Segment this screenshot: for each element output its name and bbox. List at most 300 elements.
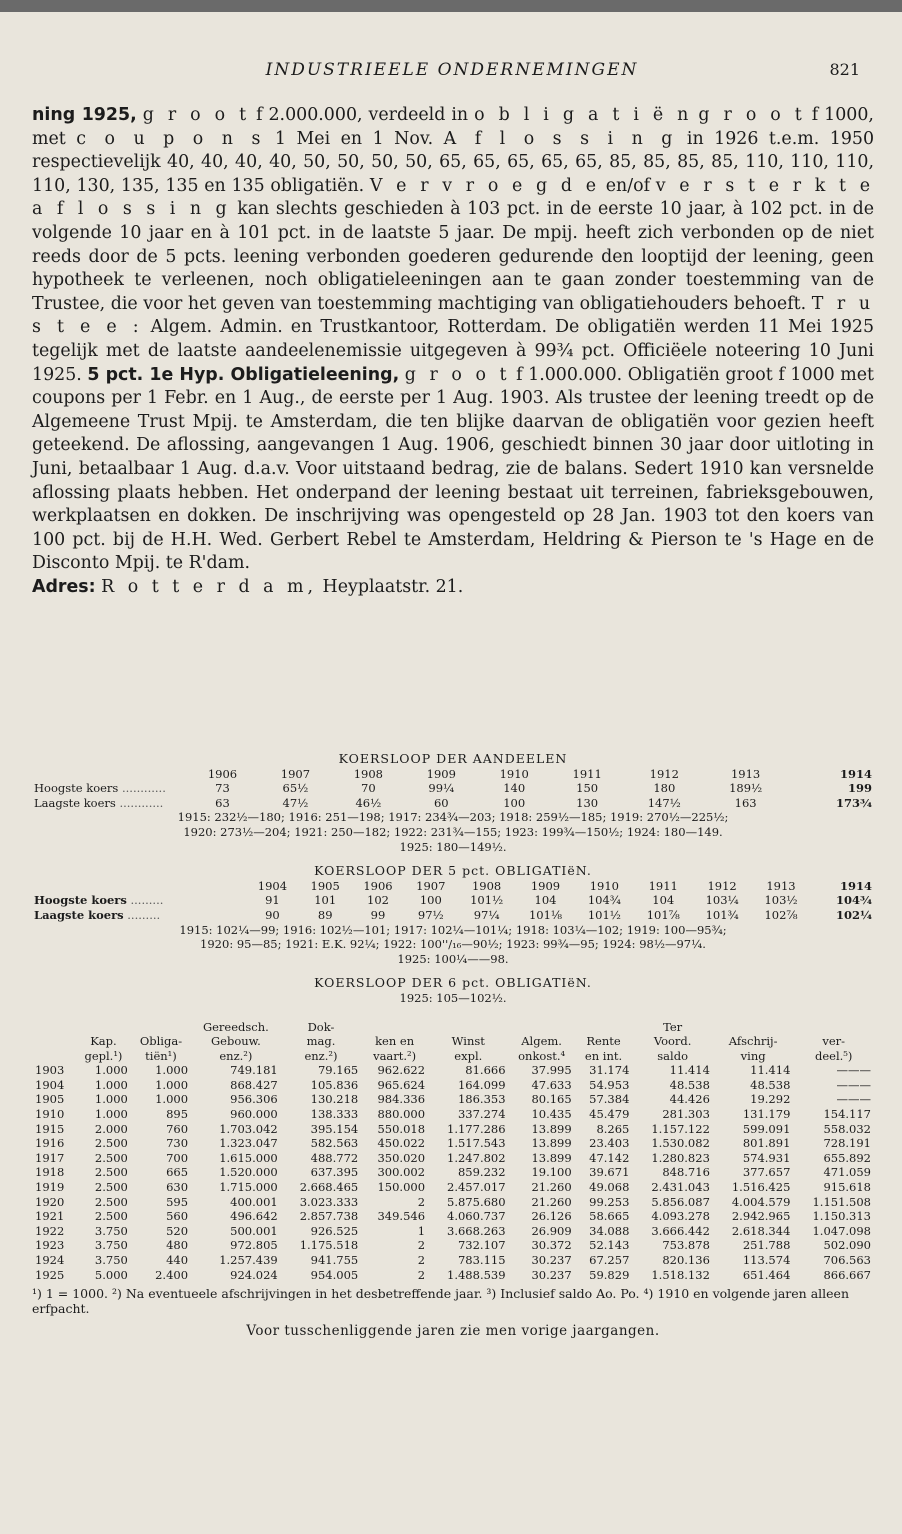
row-label-high: Hoogste koers xyxy=(34,893,127,908)
header-cell: Ter xyxy=(663,1019,683,1034)
value-cell: 550.018 xyxy=(377,1121,426,1136)
value-cell: 655.892 xyxy=(823,1150,871,1165)
value-cell: 102⅞ xyxy=(764,907,798,922)
value-cell: 164.099 xyxy=(457,1077,506,1092)
value-cell: 984.336 xyxy=(377,1092,426,1107)
value-cell: 70 xyxy=(361,781,376,796)
running-title: INDUSTRIEELE ONDERNEMINGEN xyxy=(265,60,639,80)
table-row xyxy=(32,1209,874,1224)
value-cell: 186.353 xyxy=(457,1092,506,1107)
table-row xyxy=(32,1224,874,1239)
value-cell: 80.165 xyxy=(531,1092,572,1107)
value-cell: 1.615.000 xyxy=(219,1150,278,1165)
value-cell: 1.323.047 xyxy=(219,1136,278,1151)
value-cell: 956.306 xyxy=(230,1092,278,1107)
year-cell: 1924 xyxy=(35,1253,65,1267)
header-cell: Gebouw. xyxy=(210,1034,261,1049)
running-header xyxy=(32,60,872,90)
value-cell: 48.538 xyxy=(750,1077,791,1092)
header-cell: tiën¹) xyxy=(145,1048,177,1063)
value-cell: 1.000 xyxy=(155,1063,189,1078)
value-cell: 81.666 xyxy=(465,1063,506,1078)
header-cell: en int. xyxy=(584,1048,623,1063)
year-cell: 1914 xyxy=(839,878,872,893)
year-cell: 1905 xyxy=(310,878,340,893)
year-cell: 1911 xyxy=(648,878,678,893)
value-cell: 101⅛ xyxy=(528,907,563,922)
value-cell: 1.516.425 xyxy=(731,1180,791,1195)
value-cell: 2.500 xyxy=(94,1194,128,1209)
value-cell: 21.260 xyxy=(531,1180,572,1195)
header-cell: saldo xyxy=(657,1048,688,1063)
value-cell: 101⅞ xyxy=(646,907,680,922)
value-cell: 651.464 xyxy=(742,1267,791,1282)
header-cell xyxy=(509,1020,575,1035)
value-cell: 1.000 xyxy=(94,1077,128,1092)
value-cell: 350.020 xyxy=(377,1150,426,1165)
value-cell: 2.500 xyxy=(94,1180,128,1195)
value-cell: 30.237 xyxy=(531,1267,572,1282)
history-line: 1920: 95—85; 1921: E.K. 92¼; 1922: 100''/₁₆—90½; 1923: 99¾—95; 1924: 98½—97¼. xyxy=(200,937,706,952)
value-cell: 34.088 xyxy=(589,1223,630,1238)
value-cell: 45.479 xyxy=(589,1107,630,1122)
footnote: ¹) 1 = 1000. ²) Na eventueele afschrijvingen in het desbetreffende jaar. ³) Inclusief saldo Ao. Po. ⁴) 1910 en volgende jaren alleen erfpacht. xyxy=(32,1286,849,1317)
text-en-of: en/of xyxy=(605,175,651,196)
value-cell: 783.115 xyxy=(457,1253,506,1267)
header-cell: Gereedsch. xyxy=(202,1019,269,1034)
value-cell: 89 xyxy=(317,907,333,922)
value-cell: 180 xyxy=(653,781,676,796)
value-cell: 753.878 xyxy=(662,1238,710,1253)
value-cell: 140 xyxy=(503,781,526,796)
value-cell: 1.000 xyxy=(94,1063,128,1078)
value-cell: 113.574 xyxy=(742,1253,791,1267)
value-cell: 49.068 xyxy=(589,1180,630,1195)
year-cell: 1912 xyxy=(707,878,737,893)
value-cell: 131.179 xyxy=(742,1107,791,1122)
header-cell xyxy=(428,1020,509,1035)
text-trustee-details: Algem. Admin. en Trustkantoor, Rotterdam. De obligatiën werden 11 Mei 1925 tegelijk met de laatste aandeelenemissie uitgegeven à 99¾ pct. Officiëele noteering 10 Juni 1925. xyxy=(32,317,875,385)
year-cell: 1909 xyxy=(426,766,456,781)
value-cell: 820.136 xyxy=(662,1253,710,1267)
value-cell: 101½ xyxy=(470,893,504,908)
term-groot-3: g r o o t xyxy=(404,364,511,385)
year-cell: 1908 xyxy=(353,766,383,781)
value-cell: 801.891 xyxy=(742,1136,791,1151)
year-cell: 1913 xyxy=(766,878,796,893)
header-cell: Algem. xyxy=(521,1034,562,1049)
value-cell: 962.622 xyxy=(377,1063,426,1078)
header-cell: expl. xyxy=(454,1048,483,1063)
value-cell: 150 xyxy=(576,781,599,796)
value-cell: 13.899 xyxy=(531,1150,572,1165)
text-denomination: f 1000, met xyxy=(32,105,874,149)
financial-table xyxy=(32,1020,874,1283)
value-cell: 130.218 xyxy=(310,1092,359,1107)
term-groot-2: g r o o t xyxy=(698,105,806,125)
value-cell: 520 xyxy=(166,1223,189,1238)
value-cell: 5.000 xyxy=(94,1267,128,1282)
value-cell: 1.280.823 xyxy=(651,1150,710,1165)
value-cell: 26.126 xyxy=(531,1209,572,1224)
value-cell: 46½ xyxy=(355,795,382,810)
address-line xyxy=(32,576,874,600)
value-cell: 104 xyxy=(652,893,675,908)
value-cell: 337.274 xyxy=(457,1107,506,1122)
table-shares-years xyxy=(32,767,874,782)
value-cell: 60 xyxy=(433,795,449,810)
value-cell: 2.500 xyxy=(94,1209,128,1224)
term-coupons: c o u p o n s xyxy=(76,128,265,149)
year-cell: 1916 xyxy=(35,1136,65,1151)
text-coupon-dates: 1 Mei en 1 Nov. xyxy=(274,128,434,149)
value-cell: 3.023.333 xyxy=(299,1194,359,1209)
value-cell: 2 xyxy=(417,1238,426,1253)
value-cell: 926.525 xyxy=(310,1223,359,1238)
year-cell: 1908 xyxy=(471,878,502,893)
history-line: 1925: 100¼——98. xyxy=(397,951,509,966)
value-cell: 44.426 xyxy=(669,1092,710,1107)
value-cell: 147½ xyxy=(647,795,681,810)
year-cell: 1913 xyxy=(730,766,761,781)
value-cell: 281.303 xyxy=(662,1107,710,1122)
value-cell: 189½ xyxy=(729,781,763,796)
value-cell: 450.022 xyxy=(377,1136,426,1151)
value-cell: 502.090 xyxy=(823,1238,871,1253)
value-cell: 3.666.442 xyxy=(651,1223,710,1238)
value-cell: 560 xyxy=(166,1209,189,1224)
header-cell xyxy=(32,1049,76,1064)
header-cell: Rente xyxy=(586,1034,621,1049)
value-cell: 59.829 xyxy=(589,1267,630,1282)
term-groot: g r o o t xyxy=(142,105,251,125)
value-cell: 749.181 xyxy=(230,1063,278,1078)
financial-table-header xyxy=(32,1020,874,1035)
value-cell: 730 xyxy=(166,1136,189,1151)
value-cell: 30.237 xyxy=(531,1253,572,1267)
table-row xyxy=(32,1136,874,1151)
value-cell: 54.953 xyxy=(589,1077,630,1092)
year-cell: 1906 xyxy=(207,766,238,781)
value-cell: 19.100 xyxy=(531,1165,572,1180)
value-cell: 1.247.802 xyxy=(447,1150,506,1165)
closing-note: Voor tusschenliggende jaren zie men vorige jaargangen. xyxy=(246,1323,660,1340)
value-cell: 21.260 xyxy=(531,1194,572,1209)
table-row xyxy=(32,1238,874,1253)
text-5pct-details: f 1.000.000. Obligatiën groot f 1000 met coupons per 1 Febr. en 1 Aug., de eerste per 1 Aug. 1903. Als trustee der leening treedt op de Algemeene Trust Mpij. te Amsterdam, die ten blijke daarvan de obligatiën voor gezien heeft geteekend. De aflossing, aangevangen 1 Aug. 1906, geschiedt binnen 30 jaar door uitloting in Juni, betaalbaar 1 Aug. d.a.v. Voor uitstaand bedrag, zie de balans. Sedert 1910 kan versnelde aflossing plaats hebben. Het onderpand der leening bestaat uit terreinen, fabrieksgebouwen, werkplaatsen en dokken. De inschrijving was opengesteld op 28 Jan. 1903 tot den koers van 100 pct. bij de H.H. Wed. Gerbert Rebel te Amsterdam, Heldring & Pierson te 's Hage en de Disconto Mpij. te R'dam. xyxy=(32,364,874,574)
term-trustee: T r u s t e e : xyxy=(32,293,875,338)
value-cell: 972.805 xyxy=(230,1238,278,1253)
value-cell: 1.517.543 xyxy=(447,1136,506,1151)
value-cell: 965.624 xyxy=(377,1077,426,1092)
value-cell: 100 xyxy=(419,893,442,908)
header-cell xyxy=(32,1020,76,1035)
value-cell: 595 xyxy=(166,1194,189,1209)
value-cell: 91 xyxy=(265,893,280,908)
table-row xyxy=(32,1063,874,1078)
value-cell: 1.177.286 xyxy=(447,1121,506,1136)
value-cell: 637.395 xyxy=(310,1165,359,1180)
table-row xyxy=(32,1078,874,1093)
year-cell: 1910 xyxy=(35,1107,65,1122)
table-row: Laagste koers ............ 63 47½ 46½ 60 100 130 147½ 163 173¾ xyxy=(34,795,872,810)
value-cell: 630 xyxy=(166,1180,189,1195)
value-cell: 395.154 xyxy=(310,1121,359,1136)
value-cell: 1.151.508 xyxy=(812,1194,871,1209)
text-redemption-schedule: in 1926 t.e.m. 1950 respectievelijk 40, 40, 40, 40, 50, 50, 50, 50, 65, 65, 65, 65, 65, 85, 85, 85, 85, 110, 110, 110, 110, 130, 135, 135 en 135 obligatiën. xyxy=(32,128,875,196)
text-redemption-terms: kan slechts geschieden à 103 pct. in de eerste 10 jaar, à 102 pct. in de volgende 10 jaar en à 101 pct. in de laatste 5 jaar. De mpij. heeft zich verbonden op de niet reeds door de 5 pcts. leening verbonden goederen gedurende den looptijd der leening, geen hypotheek te verleenen, noch obligatieleeningen aan te gaan zonder toestemming van de Trustee, die voor het geven van toestemming machtiging van obligatiehouders behoeft. xyxy=(32,199,874,314)
tables-section xyxy=(32,752,874,1339)
history-line: 1915: 102¼—99; 1916: 102½—101; 1917: 102¼—101¼; 1918: 103¼—102; 1919: 100—95¾; xyxy=(179,922,727,937)
scan-edge xyxy=(0,0,902,12)
value-cell: 960.000 xyxy=(230,1107,278,1122)
value-cell: 400.001 xyxy=(230,1194,278,1209)
year-cell: 1905 xyxy=(35,1092,65,1107)
value-cell: 732.107 xyxy=(457,1238,506,1253)
value-cell: 377.657 xyxy=(742,1165,791,1180)
value-cell: 471.059 xyxy=(823,1165,871,1180)
value-cell: 30.372 xyxy=(531,1238,572,1253)
value-cell: 101½ xyxy=(587,907,621,922)
table-5pct-years xyxy=(32,879,874,894)
value-cell: 2 xyxy=(417,1194,426,1209)
value-cell: 105.836 xyxy=(310,1077,359,1092)
value-cell: 102 xyxy=(367,893,389,908)
header-cell: deel.⁵) xyxy=(814,1048,853,1063)
year-cell: 1917 xyxy=(35,1150,65,1165)
value-cell: 4.004.579 xyxy=(731,1194,791,1209)
value-cell: 2.500 xyxy=(94,1136,128,1151)
value-cell: 37.995 xyxy=(531,1063,572,1078)
value-cell: 440 xyxy=(166,1253,189,1267)
header-cell: Obliga- xyxy=(139,1034,183,1049)
year-cell: 1923 xyxy=(35,1238,65,1253)
text-amount: f 2.000.000, verdeeld in xyxy=(256,105,469,125)
term-versterkte-aflossing: v e r s t e r k t e a f l o s s i n g xyxy=(32,175,875,220)
value-cell: 1.000 xyxy=(155,1077,189,1092)
value-cell: ——— xyxy=(836,1063,871,1078)
value-cell: 11.414 xyxy=(750,1063,791,1078)
value-cell: 859.232 xyxy=(457,1165,506,1180)
value-cell: 2.618.344 xyxy=(731,1223,791,1238)
year-cell: 1918 xyxy=(35,1165,65,1180)
value-cell: 138.333 xyxy=(310,1107,359,1122)
header-cell: Kap. xyxy=(90,1034,117,1049)
value-cell: 104 xyxy=(534,893,557,908)
value-cell: 48.538 xyxy=(669,1077,710,1092)
header-cell xyxy=(575,1020,633,1035)
value-cell: 1.157.122 xyxy=(651,1121,710,1136)
value-cell: 941.755 xyxy=(310,1253,359,1267)
value-cell: 3.750 xyxy=(94,1223,128,1238)
value-cell: 103½ xyxy=(764,893,798,908)
value-cell: 868.427 xyxy=(230,1077,278,1092)
value-cell: 1.703.042 xyxy=(219,1121,278,1136)
value-cell: ——— xyxy=(836,1077,871,1092)
value-cell: 700 xyxy=(166,1150,189,1165)
table-row xyxy=(32,1151,874,1166)
address-city: R o t t e r d a m, xyxy=(101,576,318,597)
table-row xyxy=(32,1165,874,1180)
value-cell: 57.384 xyxy=(589,1092,630,1107)
value-cell: 895 xyxy=(166,1107,189,1122)
year-cell: 1904 xyxy=(35,1077,65,1092)
value-cell: 100 xyxy=(503,795,526,810)
header-cell: Winst xyxy=(451,1034,485,1049)
table-title-6pct: KOERSLOOP DER 6 pct. OBLIGATIëN. xyxy=(314,975,592,991)
value-cell: 1.518.132 xyxy=(651,1267,710,1282)
value-cell: 13.899 xyxy=(531,1136,572,1151)
value-cell: 104¾ xyxy=(836,893,872,908)
value-cell: 582.563 xyxy=(310,1136,359,1151)
value-cell: 8.265 xyxy=(596,1121,630,1136)
year-cell: 1914 xyxy=(839,766,872,781)
value-cell: 52.143 xyxy=(589,1238,630,1253)
value-cell: 848.716 xyxy=(662,1165,710,1180)
value-cell: 31.174 xyxy=(589,1063,630,1078)
header-cell xyxy=(76,1020,131,1035)
value-cell: 173¾ xyxy=(836,795,872,810)
header-cell: mag. xyxy=(306,1034,336,1049)
header-cell: ving xyxy=(740,1048,766,1063)
value-cell: 102¼ xyxy=(836,907,872,922)
value-cell: 1.047.098 xyxy=(812,1223,871,1238)
value-cell: 2.500 xyxy=(94,1165,128,1180)
value-cell: 73 xyxy=(215,781,230,796)
value-cell: 728.191 xyxy=(823,1136,871,1151)
value-cell: 665 xyxy=(166,1165,189,1180)
loan-heading-tail: ning 1925, xyxy=(32,105,137,125)
year-cell: 1912 xyxy=(649,766,679,781)
header-cell xyxy=(361,1020,428,1035)
value-cell: 199 xyxy=(847,781,872,796)
value-cell: 47½ xyxy=(282,795,309,810)
value-cell: 19.292 xyxy=(750,1092,791,1107)
term-obligatien: o b l i g a t i ë n xyxy=(474,105,693,125)
year-cell: 1911 xyxy=(572,766,602,781)
table-shares xyxy=(32,767,874,811)
value-cell: 11.414 xyxy=(669,1063,710,1078)
header-cell: enz.²) xyxy=(304,1048,338,1063)
value-cell: 480 xyxy=(166,1238,189,1253)
header-cell: ken en xyxy=(375,1034,415,1049)
term-aflossing: A f l o s s i n g xyxy=(443,128,677,149)
financial-table-header xyxy=(32,1034,874,1049)
loan-heading-5pct: 5 pct. 1e Hyp. Obligatieleening, xyxy=(87,364,400,385)
value-cell: 130 xyxy=(576,795,599,810)
year-cell: 1919 xyxy=(35,1180,65,1195)
value-cell: 924.024 xyxy=(230,1267,278,1282)
value-cell: 97¼ xyxy=(473,907,500,922)
value-cell: 99 xyxy=(370,907,386,922)
value-cell: 4.093.278 xyxy=(651,1209,710,1224)
header-cell xyxy=(131,1020,191,1035)
value-cell: 13.899 xyxy=(531,1121,572,1136)
header-cell: Dok- xyxy=(307,1019,335,1034)
history-line: 1925: 105—102½. xyxy=(399,990,507,1005)
value-cell: 1 xyxy=(417,1223,426,1238)
history-line: 1920: 273½—204; 1921: 250—182; 1922: 231¾—155; 1923: 199¾—150½; 1924: 180—149. xyxy=(183,824,723,839)
value-cell: 26.909 xyxy=(531,1223,572,1238)
value-cell: 1.257.439 xyxy=(219,1253,278,1267)
year-cell: 1922 xyxy=(35,1223,65,1238)
value-cell: 1.530.082 xyxy=(651,1136,710,1151)
value-cell: 2.942.965 xyxy=(731,1209,791,1224)
value-cell: 90 xyxy=(265,907,280,922)
value-cell: 1.150.313 xyxy=(812,1209,871,1224)
header-cell: ver- xyxy=(822,1034,846,1049)
year-cell: 1904 xyxy=(257,878,288,893)
value-cell: 2.400 xyxy=(155,1267,189,1282)
value-cell: 2 xyxy=(417,1267,426,1282)
value-cell: 4.060.737 xyxy=(447,1209,506,1224)
value-cell: 954.005 xyxy=(310,1267,359,1282)
year-cell: 1906 xyxy=(363,878,393,893)
header-cell: Voord. xyxy=(653,1034,692,1049)
value-cell: 2.431.043 xyxy=(651,1180,710,1195)
value-cell: 3.668.263 xyxy=(447,1223,506,1238)
value-cell: 65½ xyxy=(282,781,309,796)
value-cell: 1.000 xyxy=(94,1092,128,1107)
value-cell: 2.500 xyxy=(94,1150,128,1165)
value-cell: 915.618 xyxy=(823,1180,871,1195)
header-cell xyxy=(32,1034,76,1049)
header-cell: Afschrij- xyxy=(728,1034,778,1049)
value-cell: 251.788 xyxy=(742,1238,791,1253)
year-cell: 1907 xyxy=(280,766,311,781)
value-cell: 1.000 xyxy=(94,1107,128,1122)
year-cell: 1907 xyxy=(416,878,446,893)
value-cell: 2 xyxy=(417,1253,426,1267)
year-cell: 1910 xyxy=(589,878,620,893)
value-cell: 2.000 xyxy=(94,1121,128,1136)
value-cell: 1.175.518 xyxy=(299,1238,359,1253)
value-cell: 1.000 xyxy=(155,1092,189,1107)
table-row xyxy=(32,1268,874,1283)
value-cell: 97½ xyxy=(417,907,444,922)
value-cell: 163 xyxy=(734,795,757,810)
table-row: Laagste koers ......... 90 89 99 97½ 97¼ 101⅛ 101½ 101⅞ 101¾ 102⅞ 102¼ xyxy=(34,907,872,922)
table-row: Hoogste koers ............ 73 65½ 70 99¼ 140 150 180 189½ 199 xyxy=(34,781,872,796)
value-cell: 2.857.738 xyxy=(299,1209,359,1224)
address-label: Adres: xyxy=(32,576,96,597)
value-cell: 488.772 xyxy=(310,1150,359,1165)
year-cell: 1921 xyxy=(35,1209,65,1224)
value-cell: 1.488.539 xyxy=(447,1267,506,1282)
value-cell: 39.671 xyxy=(589,1165,630,1180)
value-cell: 10.435 xyxy=(531,1107,572,1122)
value-cell: 67.257 xyxy=(589,1253,630,1267)
value-cell: 99¼ xyxy=(428,781,455,796)
value-cell: 3.750 xyxy=(94,1238,128,1253)
value-cell: ——— xyxy=(836,1092,871,1107)
value-cell: 558.032 xyxy=(823,1121,871,1136)
history-line: 1915: 232½—180; 1916: 251—198; 1917: 234¾—203; 1918: 259½—185; 1919: 270½—225½; xyxy=(177,810,729,825)
header-cell: onkost.⁴ xyxy=(518,1048,566,1063)
term-vervroegde: V e r v r o e g d e xyxy=(369,175,601,196)
row-label-high: Hoogste koers xyxy=(34,781,119,796)
value-cell: 599.091 xyxy=(742,1121,791,1136)
value-cell: 103¼ xyxy=(705,893,739,908)
value-cell: 5.856.087 xyxy=(651,1194,710,1209)
value-cell: 500.001 xyxy=(230,1223,278,1238)
table-row xyxy=(32,1092,874,1107)
table-row xyxy=(32,1180,874,1195)
value-cell: 1.715.000 xyxy=(219,1180,278,1195)
table-row xyxy=(32,1122,874,1137)
value-cell: 150.000 xyxy=(377,1180,426,1195)
header-cell: vaart.²) xyxy=(373,1048,417,1063)
